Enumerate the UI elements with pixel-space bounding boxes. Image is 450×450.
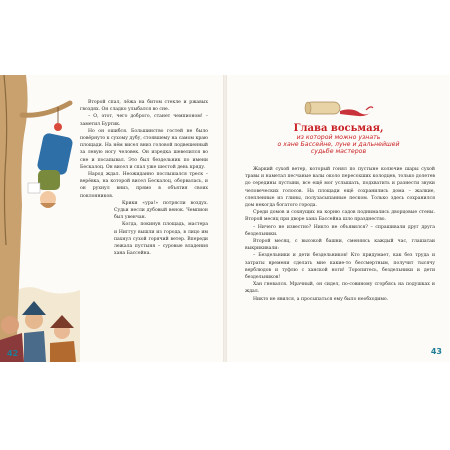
narrow-column xyxy=(114,200,208,258)
right-page-number: 43 xyxy=(430,347,442,356)
hanging-man-illustration xyxy=(0,75,80,362)
paragraph: – Бездельники и дети бездельников! Кто придумает, как без труда и затраты времени сделать мне какие-то бессмертным, получит тысячу верблюдов и туфлю с ханской ноги! Торопитесь, бездельники и дети бездельников! xyxy=(245,253,435,281)
left-page-number: 42 xyxy=(7,349,19,358)
paragraph: Когда, покинув площадь, мастера и Ниггуу вышли из города, в лицо им пахнул сухой горячий ветер. Впереди лежала пустыня – суровые владения хана Бассейна. xyxy=(114,222,208,257)
paragraph: – О, этот, чего доброго, станет чемпионом! – заметил Буртик. xyxy=(80,114,208,127)
right-page-text xyxy=(245,166,435,303)
paragraph: – Ничего не известно? Никто не объявился? – спрашивали друг друга бездельники. xyxy=(245,224,435,237)
book-spread xyxy=(0,75,450,362)
chapter-subtitle-line: судьбе мастеров xyxy=(310,148,367,155)
left-page-text xyxy=(80,99,208,257)
paragraph: Хан гневался. Мрачный, он сидел, по-совиному сгорбясь на подушках и ждал. xyxy=(245,282,435,295)
left-page xyxy=(0,75,223,362)
paragraph: Но он ошибся. Большинство гостей не было повёрнуто к сухому дубу, стоявшему на самом краю площади. На нём висел вниз головой подвешенный за левую ногу человек. Он изредка шевелился во сне и посапывал. Это был бездельник по имени Бескалоц. Он висел и спал уже шестой день кряду. xyxy=(80,128,208,170)
chapter-subtitle-line: о хане Бассейне, луне и дальнейшей xyxy=(277,141,400,148)
chapter-heading xyxy=(247,123,430,155)
paragraph: Никто не явился, а просыпаться ему было необходимо. xyxy=(253,296,389,302)
paragraph: Второй месяц, с высокой башни, сменяясь каждый час, глашатаи выкрикивали: xyxy=(245,239,435,252)
chapter-subtitle-line: из которой можно узнать xyxy=(296,134,381,141)
paragraph: Второй спал, лёжа на битом стекле и ржавых гвоздях. Он сладко улыбался во сне. xyxy=(80,100,208,113)
paragraph: Жаркий сухой ветер, который гонял по пустыне колючие шары сухой травы и наметал песчаные валы около пересохших колодцев, только долетев до середины пустыни, все ещё мог услышать, подхватить и разнести звуки человеческих голосов. На площади ещё сохранились дома – жалкие, слепленные из глины, полузасыпанные песком. Только здесь сохранился дом некогда богатого города. xyxy=(245,167,435,209)
paragraph: Среди домов и сохнущих на корню садов поднимались дворцовые стены. Второй месяц при дворе хана Бассейна шло празднество. xyxy=(245,210,435,223)
paragraph: Народ ждал. Неожиданно послышался треск – верёвка, на которой висел Бескалоц, оборвалась, и он рухнул вниз, прямо в объятия своих поклонников. xyxy=(80,172,208,199)
scroll-and-slipper-illustration xyxy=(300,97,374,119)
right-page xyxy=(227,75,450,362)
paragraph: Крики «ура!» потрясли воздух. Судьи несли дубовый венок. Чемпион был увенчан. xyxy=(114,200,208,221)
chapter-title: Глава восьмая, xyxy=(293,123,384,134)
